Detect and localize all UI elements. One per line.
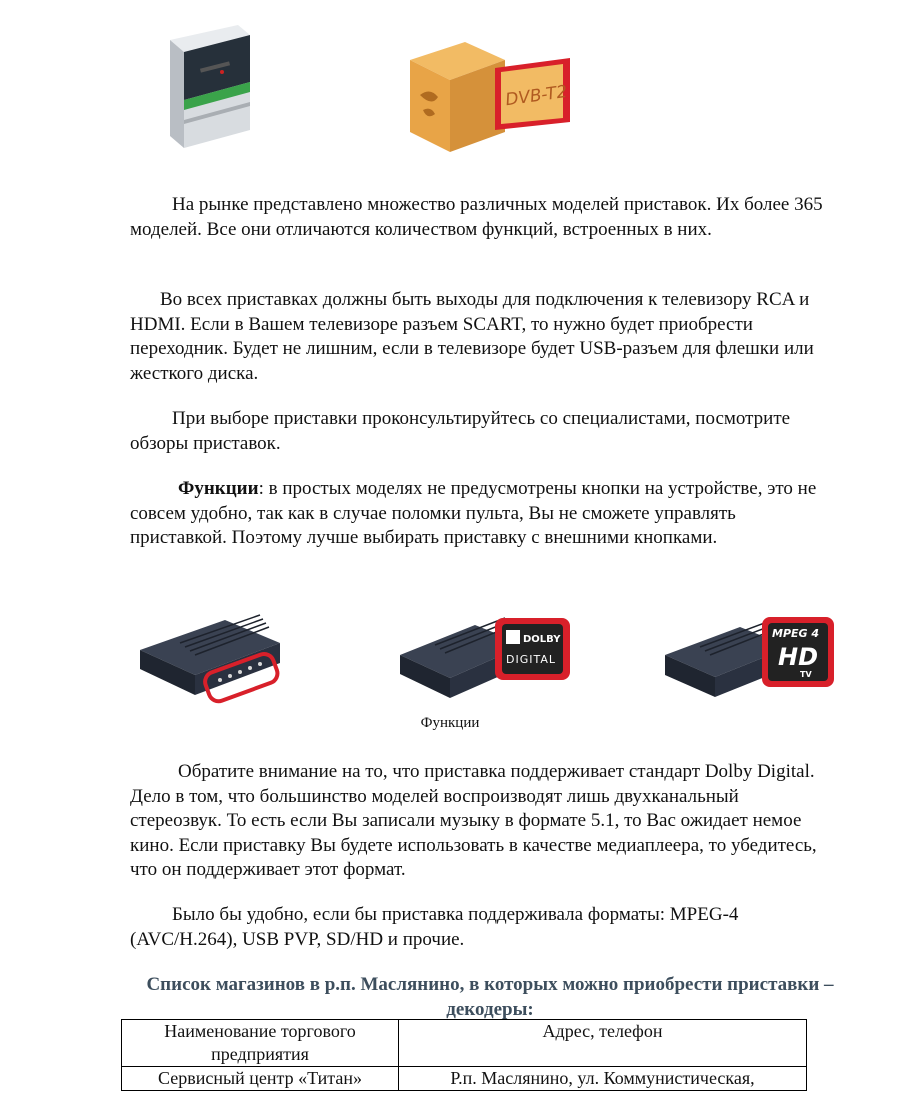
- decoder-box-package-image: [160, 20, 255, 155]
- shop-name-cell: Сервисный центр «Титан»: [122, 1067, 399, 1091]
- mpeg-hd-text: HD: [778, 643, 819, 671]
- table-row: [122, 1067, 807, 1091]
- paragraph-6: Было бы удобно, если бы приставка поддерживала форматы: MPEG-4 (AVC/H.264), USB PVP, SD/HD и прочие.: [130, 904, 739, 950]
- mpeg4-hd-device-image: [660, 605, 840, 710]
- paragraph-4-keyword: Функции: [178, 478, 259, 499]
- column-header-name: Наименование торгового предприятия: [122, 1020, 399, 1067]
- paragraph-5: Обратите внимание на то, что приставка поддерживает стандарт Dolby Digital. Дело в том, что большинство моделей воспроизводят лишь двухканальный стереозвук. То есть если Вы записали музыку в формате 5.1, то Вас ожидает немое кино. Если приставку Вы будете использовать в качестве медиаплеера, то убедитесь, что он поддерживает этот формат.: [130, 761, 817, 880]
- column-header-address: Адрес, телефон: [399, 1020, 807, 1067]
- dolby-top-text: DOLBY: [523, 634, 561, 645]
- table-header-row: [122, 1020, 807, 1067]
- dolby-digital-device-image: [395, 600, 575, 710]
- paragraph-2: Во всех приставках должны быть выходы для подключения к телевизору RCA и HDMI. Если в Вашем телевизоре разъем SCART, то нужно будет приобрести переходник. Будет не лишним, если в телевизоре будет USB-разъем для флешки или жесткого диска.: [130, 289, 814, 384]
- paragraph-4-text: : в простых моделях не предусмотрены кнопки на устройстве, это не совсем удобно, так как в случае поломки пульта, Вы не сможете управлять приставкой. Поэтому лучше выбирать приставку с внешними кнопками.: [130, 478, 817, 548]
- shops-heading: Список магазинов в р.п. Маслянино, в которых можно приобрести приставки – декодеры:: [146, 974, 834, 1020]
- paragraph-1: На рынке представлено множество различных моделей приставок. Их более 365 моделей. Все они отличаются количеством функций, встроенных в них.: [130, 194, 823, 240]
- figure-caption: Функции: [420, 715, 480, 731]
- device-buttons-image: [135, 605, 285, 710]
- shops-table: [121, 1019, 807, 1091]
- paragraph-4: [130, 477, 835, 551]
- dolby-bottom-text: DIGITAL: [506, 653, 557, 666]
- mpeg-top-text: MPEG 4: [772, 627, 820, 640]
- shop-address-cell: Р.п. Маслянино, ул. Коммунистическая,: [399, 1067, 807, 1091]
- mpeg-tv-text: TV: [800, 670, 812, 679]
- paragraph-3: При выборе приставки проконсультируйтесь со специалистами, посмотрите обзоры приставок.: [130, 408, 791, 454]
- dvb-t2-shipping-box-image: [405, 40, 575, 155]
- box-logo-text: DVB-T2: [504, 81, 569, 111]
